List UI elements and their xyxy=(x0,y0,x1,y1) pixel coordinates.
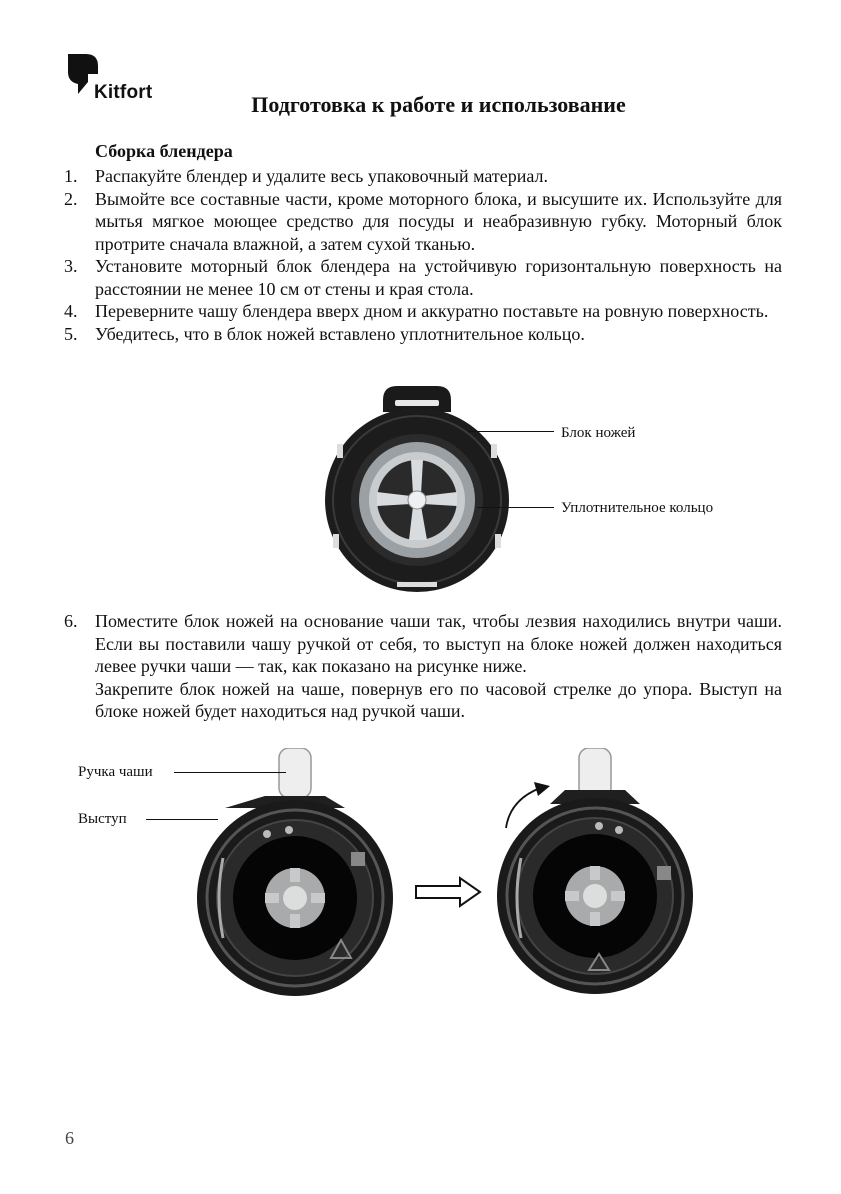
assembly-step-6 xyxy=(64,610,782,723)
callout-jar-handle: Ручка чаши xyxy=(78,764,153,780)
step-text: Установите моторный блок блендера на устойчивую горизонтальную поверхность на расстоянии не менее 10 см от стены и края стола. xyxy=(95,256,782,299)
callout-seal-ring: Уплотнительное кольцо xyxy=(561,500,714,516)
assembly-steps xyxy=(64,165,782,345)
callout-tab: Выступ xyxy=(78,811,127,827)
step-number: 6. xyxy=(64,611,78,631)
callout-blade-unit: Блок ножей xyxy=(561,425,636,441)
step-number: 4. xyxy=(64,301,78,321)
list-item xyxy=(64,255,782,300)
jar-base-after-image xyxy=(495,748,695,1008)
list-item xyxy=(64,323,782,346)
jar-base-before-image xyxy=(195,748,395,1008)
callout-line-handle xyxy=(174,772,286,773)
callout-line-blade xyxy=(468,431,554,432)
step-paragraph: Закрепите блок ножей на чаше, повернув его по часовой стрелке до упора. Выступ на блоке ножей будет находиться над ручкой чаши. xyxy=(95,678,782,721)
step-text xyxy=(95,610,782,723)
step-text: Распакуйте блендер и удалите весь упаковочный материал. xyxy=(95,166,549,186)
step-text: Переверните чашу блендера вверх дном и аккуратно поставьте на ровную поверхность. xyxy=(95,301,769,321)
list-item xyxy=(64,610,782,723)
section-title: Сборка блендера xyxy=(95,141,233,161)
list-item xyxy=(64,165,782,188)
step-number: 2. xyxy=(64,188,78,209)
list-item xyxy=(64,300,782,323)
blade-unit-image xyxy=(317,382,517,594)
callout-line-ring xyxy=(477,507,554,508)
brand-name: Kitfort xyxy=(94,82,153,103)
step-paragraph: Поместите блок ножей на основание чаши так, чтобы лезвия находились внутри чаши. Если вы поставили чашу ручкой от себя, то выступ на блоке ножей должен находиться левее ручки чаши — так, как показано на рисунке ниже. xyxy=(95,611,782,676)
page-title: Подготовка к работе и использование xyxy=(251,92,626,117)
step-text: Вымойте все составные части, кроме моторного блока, и высушите их. Используйте для мытья мягкое моющее средство для посуды и неабразивную губку. Моторный блок протрите сначала влажной, а затем сухой тканью. xyxy=(95,188,782,254)
page-number: 6 xyxy=(65,1128,74,1148)
callout-line-tab xyxy=(146,819,218,820)
list-item xyxy=(64,188,782,256)
step-number: 1. xyxy=(64,166,78,186)
arrow-right-icon xyxy=(414,876,484,908)
step-text: Убедитесь, что в блок ножей вставлено уплотнительное кольцо. xyxy=(95,323,585,344)
step-number: 5. xyxy=(64,323,78,344)
step-number: 3. xyxy=(64,256,78,276)
